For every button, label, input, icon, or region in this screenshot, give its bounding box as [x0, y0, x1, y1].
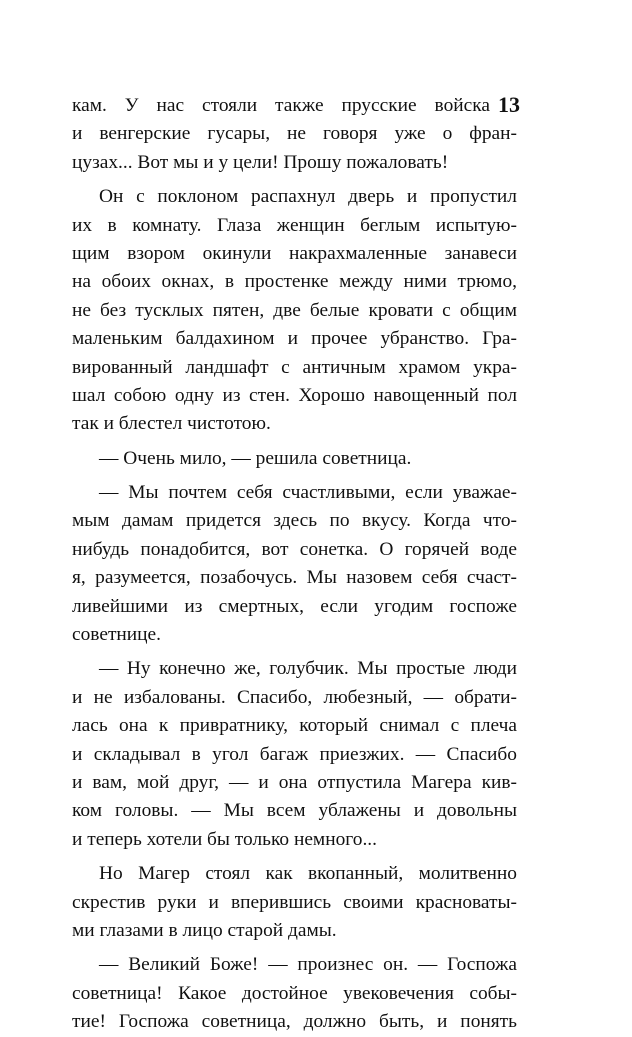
text-line: на обоих окнах, в простенке между ними трюмо, [72, 271, 517, 293]
text-line: щим взором окинули накрахмаленные занавеси [72, 242, 517, 264]
text-line: кам. У нас стояли также прусские войска [72, 95, 490, 116]
text-line: Но Магер стоял как вкопанный, молитвенно [99, 863, 517, 885]
text-line: мым дамам придется здесь по вкусу. Когда что- [72, 510, 517, 532]
text-line: маленьким балдахином и прочее убранство. Гра- [72, 328, 517, 350]
text-line: и венгерские гусары, не говоря уже о фран- [72, 123, 517, 145]
text-line: ми глазами в лицо старой дамы. [72, 919, 337, 941]
text-line: я, разумеется, позабочусь. Мы назовем себя счаст- [72, 567, 517, 589]
text-line: Он с поклоном распахнул дверь и пропустил [99, 186, 517, 208]
text-line: — Ну конечно же, голубчик. Мы простые люди [99, 658, 517, 680]
text-line: цузах... Вот мы и у цели! Прошу пожаловать! [72, 151, 449, 173]
text-line: лась она к привратнику, который снимал с плеча [72, 715, 517, 737]
text-line: так и блестел чистотою. [72, 413, 271, 435]
text-line: нибудь понадобится, вот сонетка. О горячей воде [72, 538, 517, 560]
text-line: — Великий Боже! — произнес он. — Госпожа [99, 954, 517, 976]
body-text [72, 92, 517, 1037]
text-line: их в комнату. Глаза женщин беглым испытую- [72, 214, 517, 236]
page-number: 13 [498, 92, 520, 117]
text-line: ливейшими из смертных, если угодим госпоже [72, 595, 517, 617]
text-line: вированный ландшафт с античным храмом укра- [72, 356, 517, 378]
text-line: и складывал в угол багаж приезжих. — Спасибо [72, 743, 517, 765]
text-line: скрестив руки и вперившись своими красноваты- [72, 891, 517, 913]
text-line: советница! Какое достойное увековечения собы- [72, 982, 517, 1004]
text-line: — Мы почтем себя счастливыми, если уважае- [99, 482, 517, 504]
text-line: ком головы. — Мы всем ублажены и довольны [72, 800, 517, 822]
text-line: — Очень мило, — решила советница. [99, 447, 412, 469]
text-line: и теперь хотели бы только немного... [72, 828, 377, 850]
text-line: не без тусклых пятен, две белые кровати с общим [72, 299, 517, 321]
text-line: и не избалованы. Спасибо, любезный, — обрати- [72, 686, 517, 708]
text-line: и вам, мой друг, — и она отпустила Магера кив- [72, 771, 517, 793]
text-line: советнице. [72, 624, 162, 646]
text-line: шал собою одну из стен. Хорошо навощенный пол [72, 384, 517, 406]
text-line: тие! Госпожа советница, должно быть, и понять [72, 1011, 517, 1033]
